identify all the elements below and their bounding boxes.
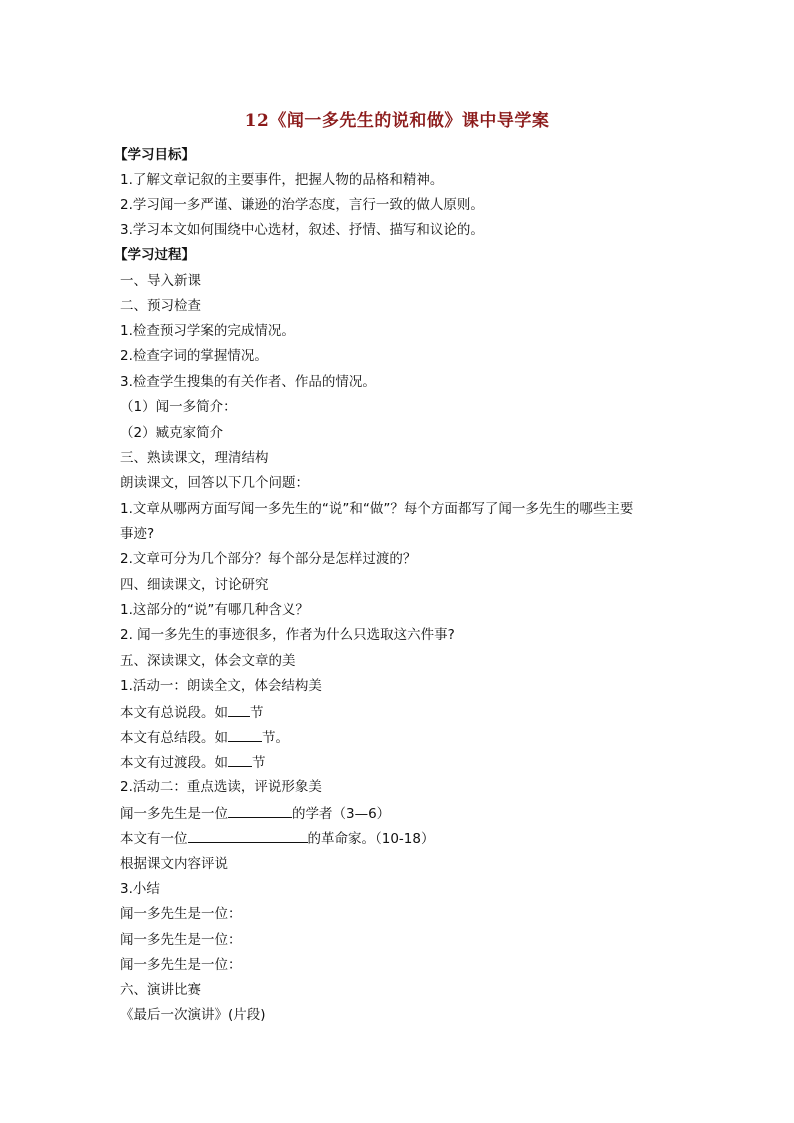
activity-1: 1.活动一：朗读全文，体会结构美 xyxy=(120,678,322,694)
fill-in-prefix: 本文有总说段。如 xyxy=(120,705,228,721)
fill-in-prefix: 本文有一位 xyxy=(120,831,188,847)
detail-question-1: 1.这部分的“说”有哪几种含义？ xyxy=(120,602,309,618)
answer-blank[interactable] xyxy=(228,728,262,742)
fill-in-line xyxy=(120,829,434,848)
fill-in-suffix: 的革命家。（10-18） xyxy=(307,831,435,847)
detail-question-2: 2. 闻一多先生的事迹很多，作者为什么只选取这六件事? xyxy=(120,627,455,643)
fill-in-suffix: 节 xyxy=(250,705,264,721)
speech-title: 《最后一次演讲》(片段) xyxy=(120,1007,266,1023)
document-title: 12《闻一多先生的说和做》课中导学案 xyxy=(244,111,550,131)
step-deep-reading: 五、深读课文，体会文章的美 xyxy=(120,653,296,669)
answer-blank[interactable] xyxy=(228,753,252,767)
fill-in-prefix: 本文有过渡段。如 xyxy=(120,755,228,771)
step-preview-check: 二、预习检查 xyxy=(120,298,201,314)
fill-in-line xyxy=(120,703,264,722)
read-question-2: 2.文章可分为几个部分？每个部分是怎样过渡的？ xyxy=(120,551,417,567)
summary-line-1: 闻一多先生是一位： xyxy=(120,906,242,922)
answer-blank[interactable] xyxy=(228,804,292,818)
evaluate-prompt: 根据课文内容评说 xyxy=(120,856,228,872)
fill-in-line xyxy=(120,753,266,772)
step-read-structure: 三、熟读课文，理清结构 xyxy=(120,450,269,466)
read-question-1: 1.文章从哪两方面写闻一多先生的“说”和“做”？每个方面都写了闻一多先生的哪些主要 xyxy=(120,501,634,517)
fill-in-suffix: 的学者（3—6） xyxy=(292,806,391,822)
fill-in-prefix: 闻一多先生是一位 xyxy=(120,806,228,822)
fill-in-suffix: 节 xyxy=(252,755,266,771)
summary-heading: 3.小结 xyxy=(120,881,160,897)
answer-blank[interactable] xyxy=(228,703,250,717)
read-question-1-cont: 事迹? xyxy=(120,526,155,542)
fill-in-prefix: 本文有总结段。如 xyxy=(120,730,228,746)
step-detailed-reading: 四、细读课文，讨论研究 xyxy=(120,577,269,593)
step-intro: 一、导入新课 xyxy=(120,273,201,289)
preview-check-3: 3.检查学生搜集的有关作者、作品的情况。 xyxy=(120,374,376,390)
answer-blank[interactable] xyxy=(188,829,308,843)
section-heading-objectives: 【学习目标】 xyxy=(114,147,195,163)
fill-in-suffix: 节。 xyxy=(262,730,289,746)
section-heading-process: 【学习过程】 xyxy=(114,247,195,263)
summary-line-2: 闻一多先生是一位： xyxy=(120,932,242,948)
step-speech-contest: 六、演讲比赛 xyxy=(120,982,201,998)
author-intro-1: （1）闻一多简介： xyxy=(120,399,237,415)
objective-2: 2.学习闻一多严谨、谦逊的治学态度，言行一致的做人原则。 xyxy=(120,197,484,213)
fill-in-line xyxy=(120,804,390,823)
preview-check-2: 2.检查字词的掌握情况。 xyxy=(120,348,268,364)
preview-check-1: 1.检查预习学案的完成情况。 xyxy=(120,323,295,339)
objective-3: 3.学习本文如何围绕中心选材，叙述、抒情、描写和议论的。 xyxy=(120,222,484,238)
summary-line-3: 闻一多先生是一位： xyxy=(120,957,242,973)
objective-1: 1.了解文章记叙的主要事件，把握人物的品格和精神。 xyxy=(120,172,444,188)
read-questions-intro: 朗读课文，回答以下几个问题： xyxy=(120,475,309,491)
fill-in-line xyxy=(120,728,289,747)
author-intro-2: （2）臧克家简介 xyxy=(120,425,224,441)
activity-2: 2.活动二：重点选读，评说形象美 xyxy=(120,779,322,795)
